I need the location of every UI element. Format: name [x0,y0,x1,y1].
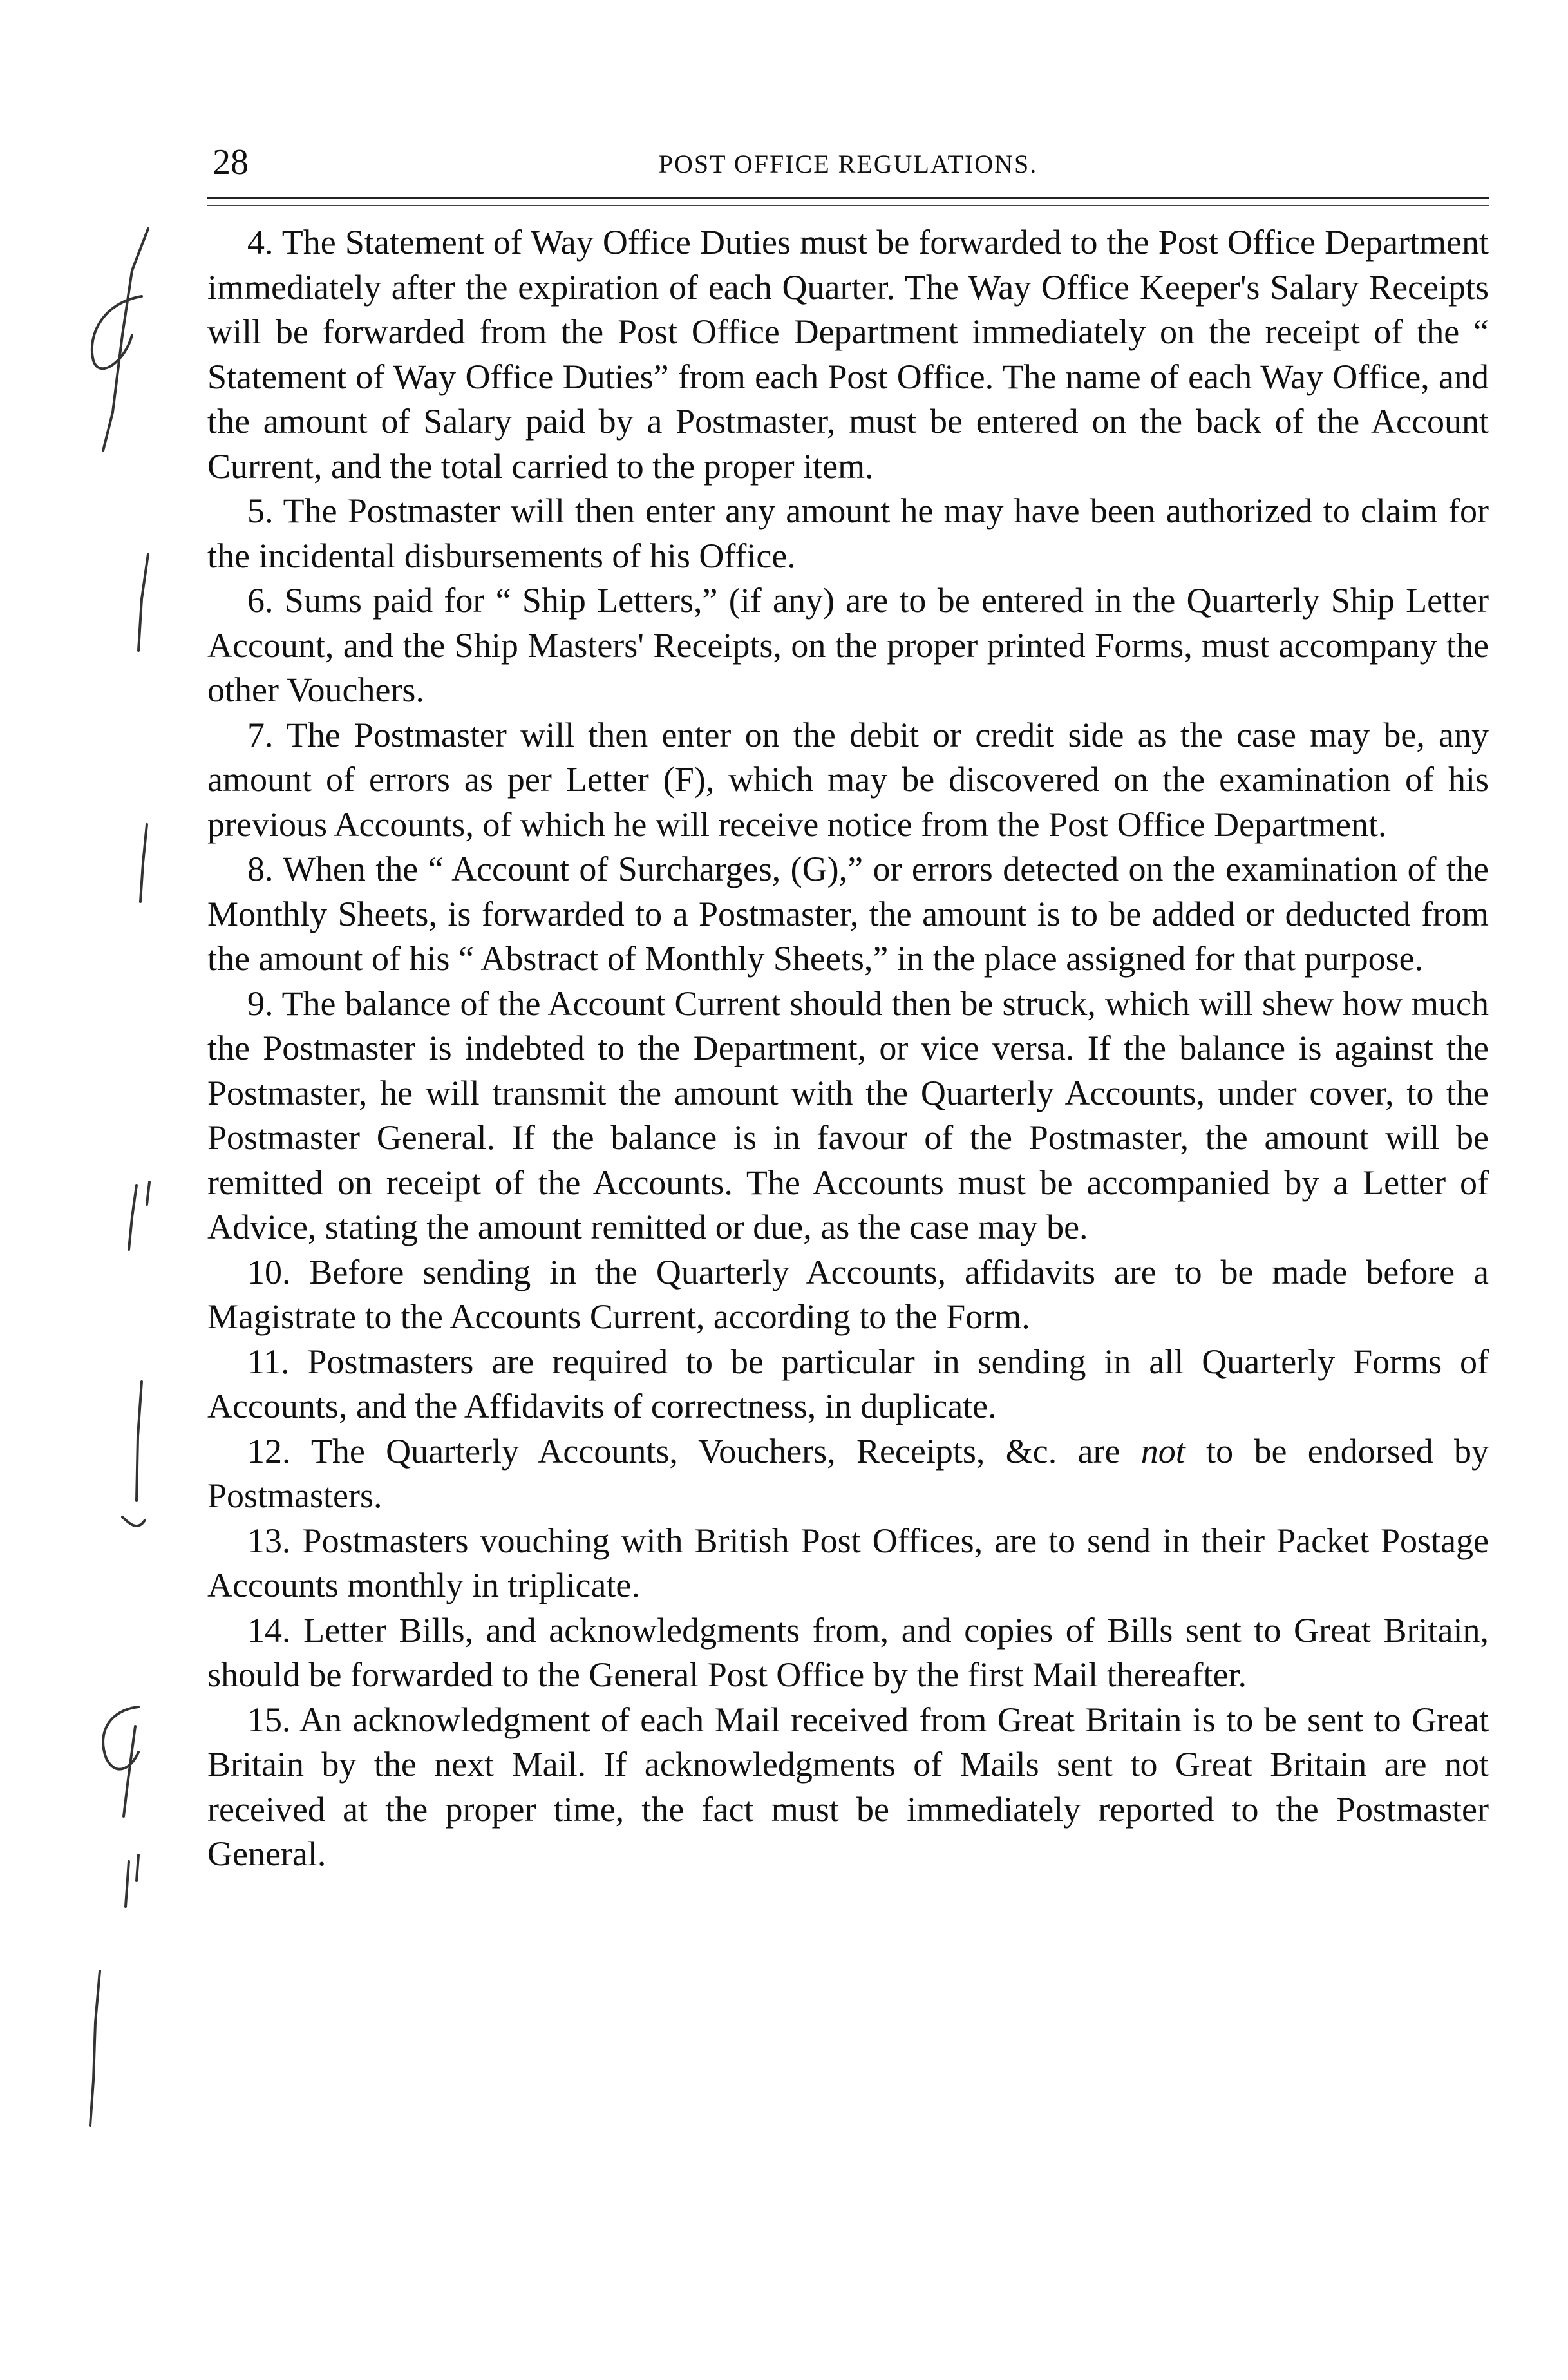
body-text [207,220,1489,1877]
paragraph-12: 12. The Quarterly Accounts, Vouchers, Receipts, &c. are not to be endorsed by Postmasters. [207,1431,1489,1515]
paragraph-5: 5. The Postmaster will then enter any amount he may have been authorized to claim for the incidental disbursements of his Office. [207,491,1489,575]
paragraph-15: 15. An acknowledgment of each Mail received from Great Britain is to be sent to Great Britain by the next Mail. If acknowledgments of Mails sent to Great Britain are not received at the proper time, the fact must be immediately reported to the Postmaster General. [207,1700,1489,1873]
paragraph-6: 6. Sums paid for “ Ship Letters,” (if any) are to be entered in the Quarterly Ship Letter Account, and the Ship Masters' Receipts, on the proper printed Forms, must accompany the other Vouchers. [207,581,1489,709]
paragraph-7: 7. The Postmaster will then enter on the debit or credit side as the case may be, any amount of errors as per Letter (F), which may be discovered on the examination of his previous Accounts, of which he will receive notice from the Post Office Department. [207,715,1489,844]
page-number: 28 [213,142,249,182]
paragraph-10: 10. Before sending in the Quarterly Accounts, affidavits are to be made before a Magistrate to the Accounts Current, according to the Form. [207,1252,1489,1336]
page-header [207,143,1489,182]
paragraph-14: 14. Letter Bills, and acknowledgments from, and copies of Bills sent to Great Britain, should be forwarded to the General Post Office by the first Mail thereafter. [207,1610,1489,1694]
paragraph-11: 11. Postmasters are required to be particular in sending in all Quarterly Forms of Accounts, and the Affidavits of correctness, in duplicate. [207,1342,1489,1425]
paragraph-13: 13. Postmasters vouching with British Post Offices, are to send in their Packet Postage Accounts monthly in triplicate. [207,1521,1489,1604]
paragraph-9: 9. The balance of the Account Current should then be struck, which will shew how much the Postmaster is indebted to the Department, or vice versa. If the balance is against the Postmaster, he will transmit the amount with the Quarterly Accounts, under cover, to the Postmaster General. If the balance is in favour of the Postmaster, the amount will be remitted on receipt of the Accounts. The Accounts must be accompanied by a Letter of Advice, stating the amount remitted or due, as the case may be. [207,984,1489,1246]
paragraph-4: 4. The Statement of Way Office Duties must be forwarded to the Post Office Department immediately after the expiration of each Quarter. The Way Office Keeper's Salary Receipts will be forwarded from the Post Office Department immediately on the receipt of the “ Statement of Way Office Duties” from each Post Office. The name of each Way Office, and the amount of Salary paid by a Postmaster, must be entered on the back of the Account Current, and the total carried to the proper item. [207,223,1489,486]
paragraph-8: 8. When the “ Account of Surcharges, (G),” or errors detected on the examination of the Monthly Sheets, is forwarded to a Postmaster, the amount is to be added or deducted from the amount of his “ Abstract of Monthly Sheets,” in the place assigned for that purpose. [207,850,1489,978]
running-head: POST OFFICE REGULATIONS. [658,149,1038,178]
handwritten-margin-marks [0,0,213,2380]
header-rule-thin [207,205,1489,206]
header-rule [207,197,1489,199]
emphasis-not: not [1140,1431,1185,1471]
